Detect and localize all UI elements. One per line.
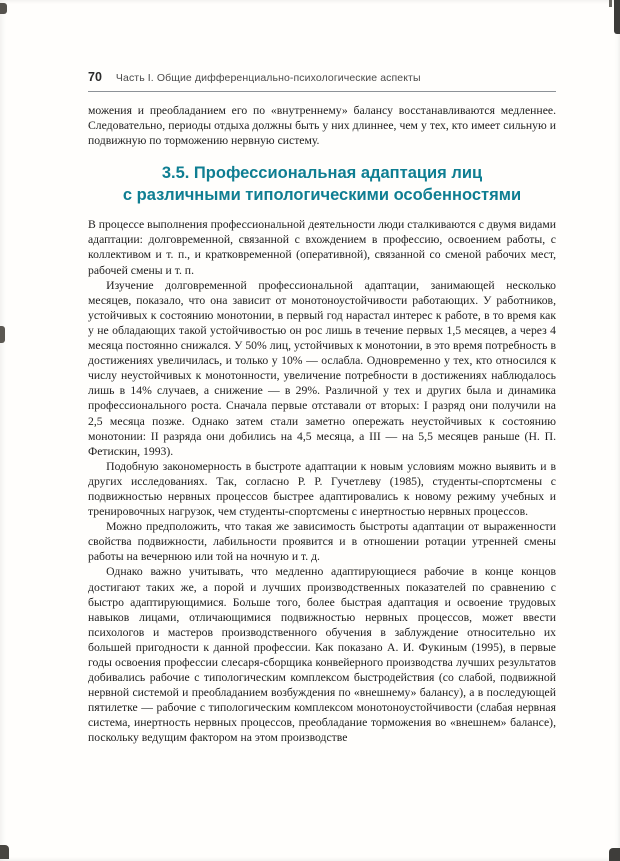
body-paragraph-2: Изучение долговременной профессиональной адаптации, занимающей несколько месяцев, показало, что она зависит от монотоноустойчивости работающих. У работников, устойчивых к состоянию монотонии, в первый год нарастал интерес к работе, в то время как у не обладающих такой устойчивостью он рос лишь в течение первых 1,5 месяцев, а через 4 месяца постоянно снижался. У 50% лиц, устойчивых к монотонии, в это время потребность в достижениях увеличилась, и только у 10% — ослабла. Одновременно у тех, кто относился к числу неустойчивых к монотонности, увеличение потребности в достижениях наблюдалось лишь в 14% случаев, а снижение — в 29%. Различной у тех и других была и динамика профессионального роста. Сначала первые отставали от вторых: I разряд они получили на 2,5 месяца позже. Однако затем стали заметно опережать неустойчивых к состоянию монотонии: II разряда они добились на 4,5 месяца, а III — на 5,5 месяцев раньше (Н. П. Фетискин, 1993). [88,278,556,458]
body-paragraph-1: В процессе выполнения профессиональной деятельности люди сталкиваются с двумя видами адаптации: долговременной, связанной с вхождением в профессию, освоением работы, с коллективом и т. п., и кратковременной (оперативной), связанной со сменой рабочих мест, рабочей смены и т. п. [88,218,556,277]
body-paragraph-3: Подобную закономерность в быстроте адаптации к новым условиям можно выявить и в других исследованиях. Так, согласно Р. Р. Гучетлеву (1985), студенты-спортсмены с подвижностью нервных процессов быстрее адаптировались к новому режиму учебных и тренировочных нагрузок, чем студенты-спортсмены с инертностью нервных процессов. [88,459,556,519]
body-paragraph-4: Можно предположить, что такая же зависимость быстроты адаптации от выраженности свойства подвижности, лабильности проявится и в отношении ротации утренней смены работы на вечернюю или той на ночную и т. д. [88,520,556,564]
scan-artifact-top-right-small [609,0,612,7]
section-heading [88,163,556,206]
section-heading-line-2: с различными типологическими особенностями [122,185,522,204]
body-paragraph-5: Однако важно учитывать, что медленно адаптирующиеся рабочие в конце концов достигают таких же, а порой и лучших производственных показателей по сравнению с быстро адаптирующимися. Больше того, более быстрая адаптация и освоение трудовых навыков лицами, отличающимися подвижностью нервных процессов, может ввести психологов и мастеров производственного обучения в заблуждение относительно их большей пригодности к данной профессии. Как показано А. И. Фукиным (1995), в первые годы освоения профессии слесаря-сборщика конвейерного производства лучших результатов добивались рабочие с типологическим комплексом быстродействия (со слабой, подвижной нервной системой и преобладанием возбуждения по «внешнему» балансу), а в последующей пятилетке — рабочие с типологическим комплексом монотоноустойчивости (слабая нервная система, инертность нервных процессов, преобладание торможения во «внешнем» балансе), поскольку ведущим фактором на этом производстве [88,565,556,745]
scan-artifact-bottom-left [0,845,9,859]
scan-artifact-top-right [614,0,620,34]
scan-artifact-left-edge [0,326,5,343]
scan-artifact-bottom-right [609,848,620,861]
continuation-paragraph: можения и преобладанием его по «внутреннему» балансу восстанавливаются медленнее. Следовательно, периоды отдыха должны быть у них длиннее, чем у тех, кто имеет сильную и подвижную по торможению нервную систему. [88,104,556,148]
running-head-title: Часть I. Общие дифференциально-психологические аспекты [115,72,421,84]
section-heading-line-1: 3.5. Профессиональная адаптация лиц [161,164,483,183]
scan-artifact-top-left [0,3,7,14]
page-number: 70 [88,70,102,84]
page-body [88,103,556,746]
running-head [88,70,556,92]
